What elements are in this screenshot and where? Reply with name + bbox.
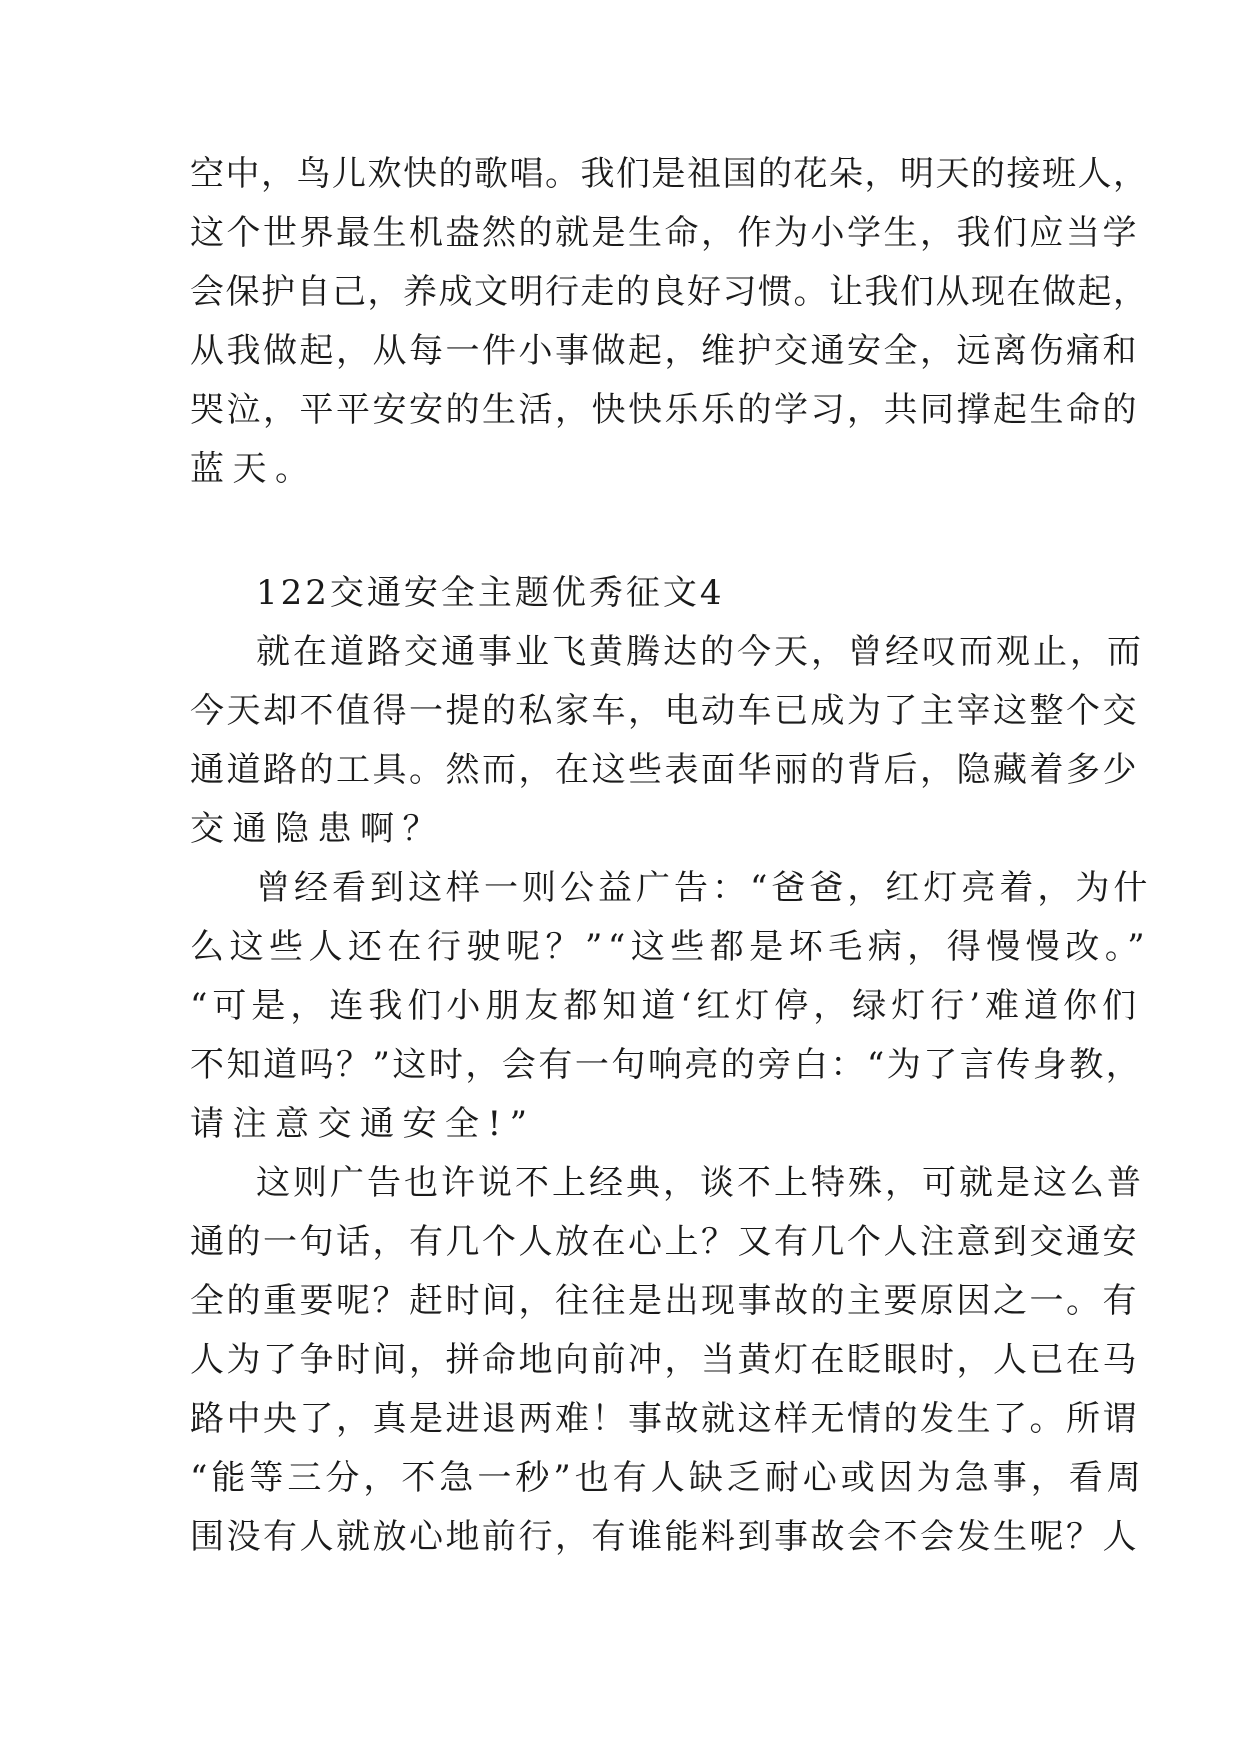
text-line: 这则广告也许说不上经典，谈不上特殊，可就是这么普 (256, 1163, 1144, 1203)
text-line: 请注意交通安全!” (190, 1104, 536, 1144)
text-line: “可是，连我们小朋友都知道‘红灯停，绿灯行’难道你们 (190, 986, 1141, 1026)
text-line: 人为了争时间，拼命地向前冲，当黄灯在眨眼时，人已在马 (190, 1340, 1139, 1380)
text-line: 围没有人就放心地前行，有谁能料到事故会不会发生呢？人 (190, 1517, 1139, 1557)
section-title: 122交通安全主题优秀征文4 (256, 573, 725, 613)
text-line: 通道路的工具。然而，在这些表面华丽的背后，隐藏着多少 (190, 750, 1139, 790)
text-line: 今天却不值得一提的私家车，电动车已成为了主宰这整个交 (190, 691, 1139, 731)
text-line: 从我做起，从每一件小事做起，维护交通安全，远离伤痛和 (190, 331, 1139, 371)
text-line: 全的重要呢？赶时间，往往是出现事故的主要原因之一。有 (190, 1281, 1139, 1321)
text-line: 么这些人还在行驶呢？”“这些都是坏毛病，得慢慢改。” (190, 927, 1151, 967)
text-line: 哭泣，平平安安的生活，快快乐乐的学习，共同撑起生命的 (190, 390, 1139, 430)
text-line: “能等三分，不急一秒”也有人缺乏耐心或因为急事，看周 (190, 1458, 1145, 1498)
text-line: 交通隐患啊？ (190, 809, 445, 849)
text-line: 空中，鸟儿欢快的歌唱。我们是祖国的花朵，明天的接班人， (190, 154, 1149, 194)
text-line: 就在道路交通事业飞黄腾达的今天，曾经叹而观止，而 (256, 632, 1144, 672)
text-line: 这个世界最生机盎然的就是生命，作为小学生，我们应当学 (190, 213, 1139, 253)
text-line: 不知道吗？”这时，会有一句响亮的旁白：“为了言传身教， (190, 1045, 1143, 1085)
text-line: 曾经看到这样一则公益广告：“爸爸，红灯亮着，为什 (256, 868, 1152, 908)
text-line: 会保护自己，养成文明行走的良好习惯。让我们从现在做起， (190, 272, 1149, 312)
text-line: 蓝天。 (190, 449, 318, 489)
text-line: 路中央了，真是进退两难！事故就这样无情的发生了。所谓 (190, 1399, 1139, 1439)
text-line: 通的一句话，有几个人放在心上？又有几个人注意到交通安 (190, 1222, 1139, 1262)
